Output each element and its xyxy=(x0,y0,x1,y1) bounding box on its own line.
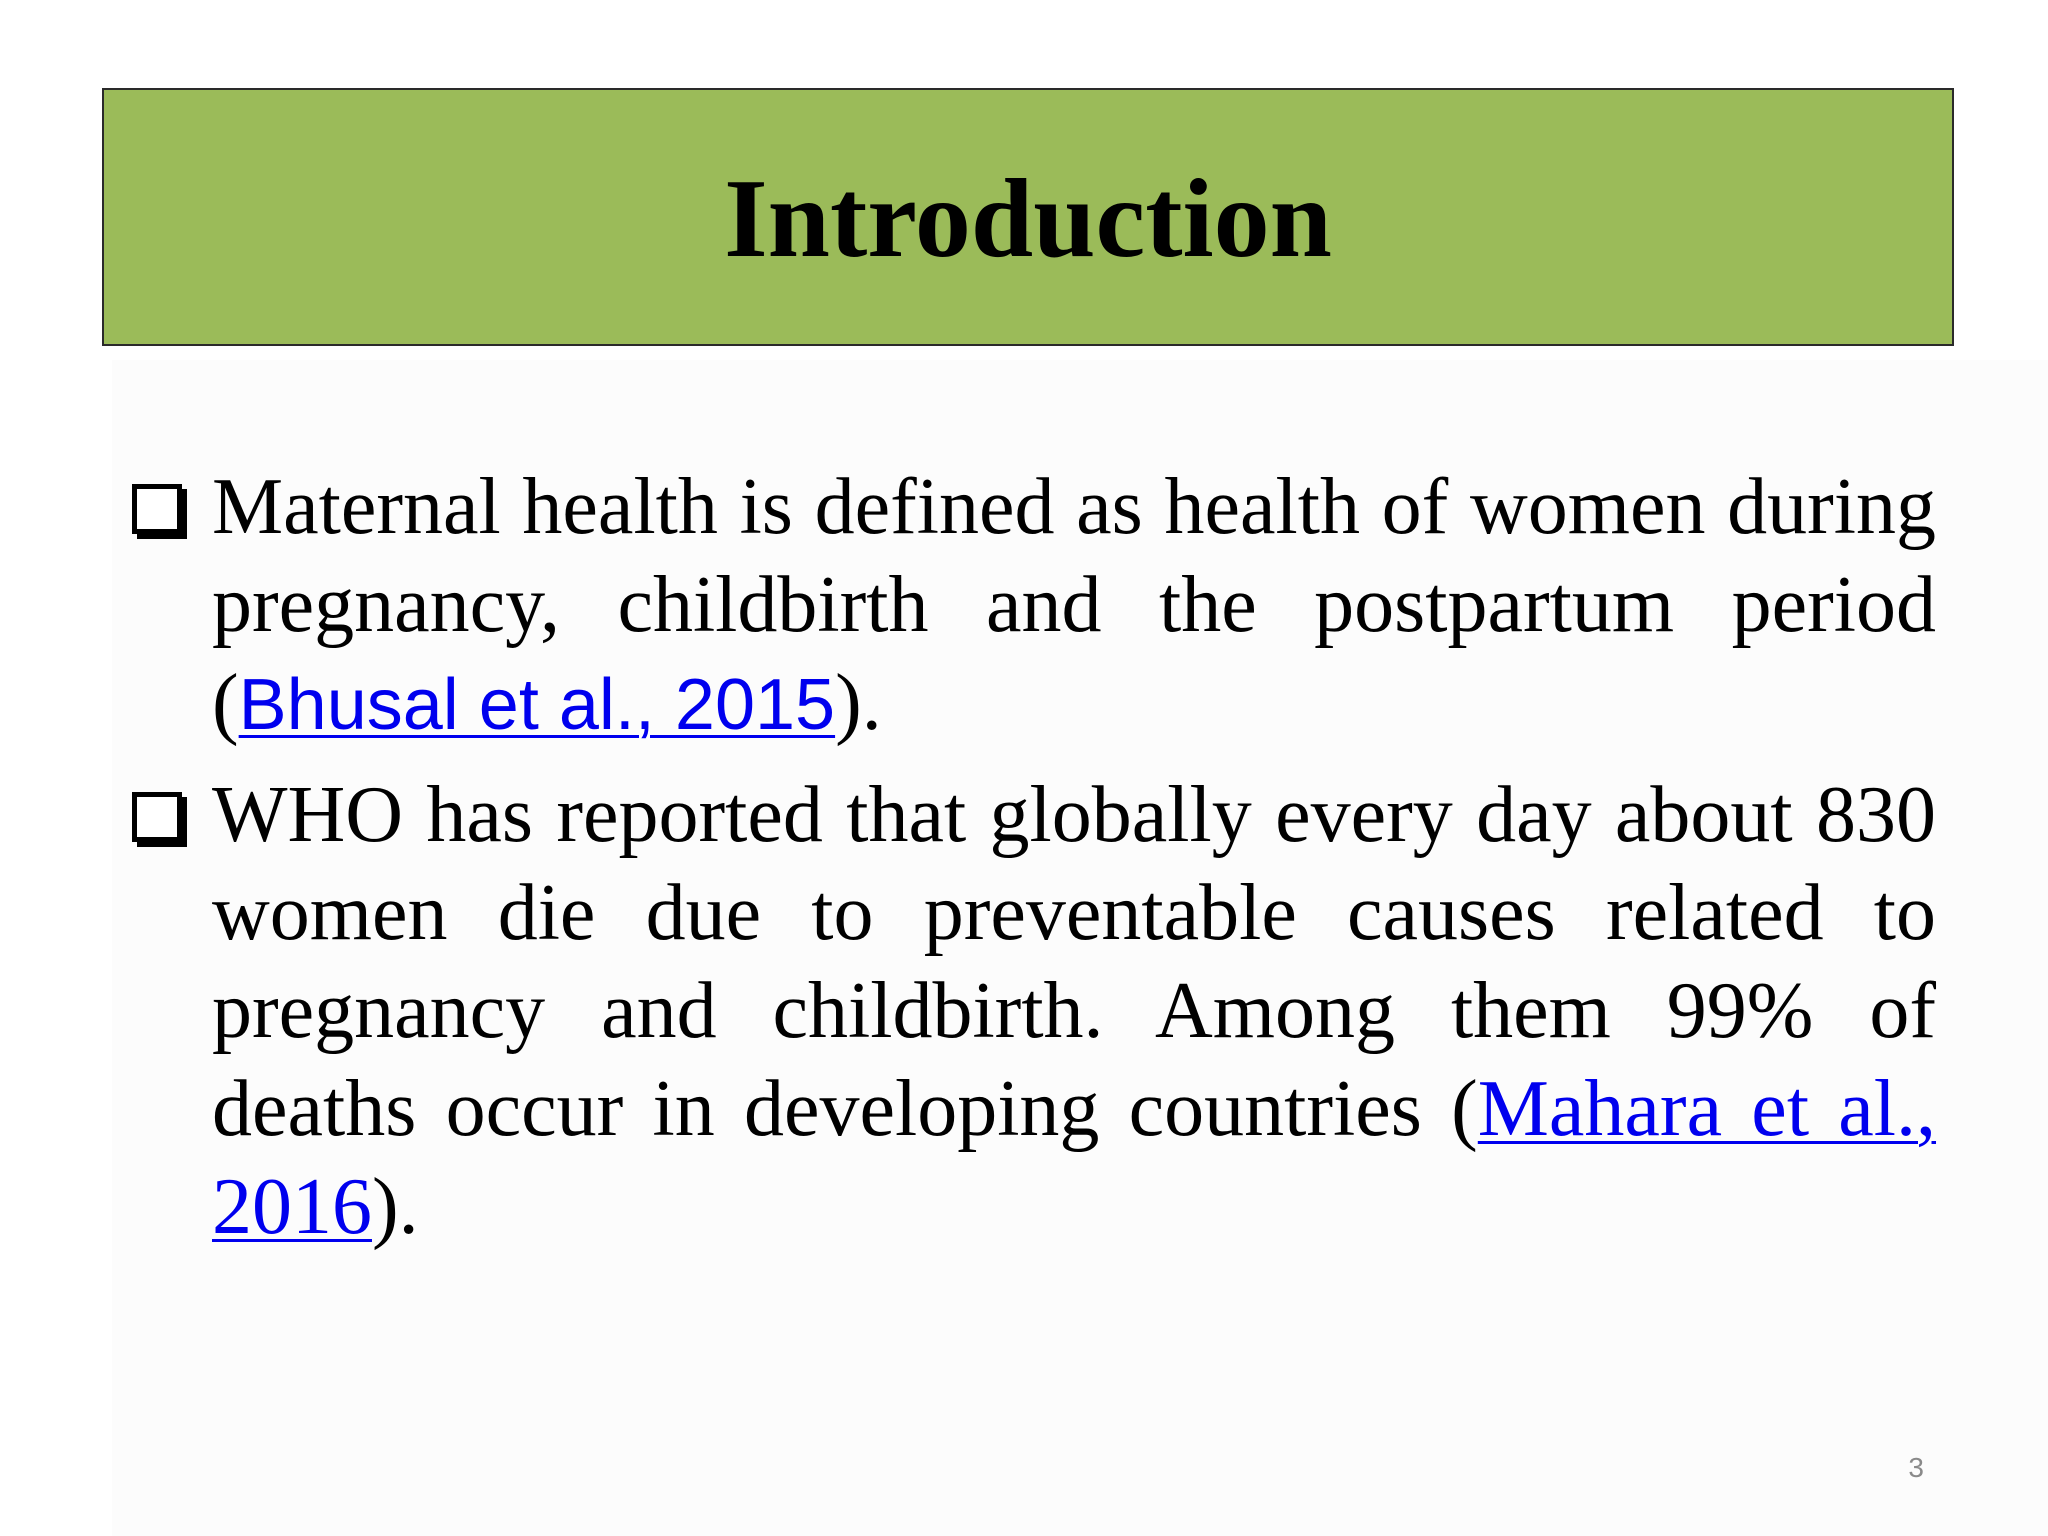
bullet-item xyxy=(128,458,1936,754)
bullet-item xyxy=(128,766,1936,1256)
page-number: 3 xyxy=(1908,1452,1924,1483)
checkbox-square-icon xyxy=(132,484,182,534)
slide-title: Introduction xyxy=(724,157,1332,281)
bullet-text-end: ). xyxy=(372,1163,419,1251)
bullet-list xyxy=(128,458,1936,1268)
bullet-text-end: ). xyxy=(835,659,882,747)
citation-link-bhusal[interactable]: Bhusal et al., 2015 xyxy=(238,665,836,745)
checkbox-square-icon xyxy=(132,792,182,842)
bullet-text: Maternal health is defined as health of women during pregnancy, childbirth and the postpartum period ( xyxy=(212,463,1936,747)
bullet-text: WHO has reported that globally every day about 830 women die due to preventable causes related to pregnancy and childbirth. Among them 99% of deaths occur in developing countries ( xyxy=(212,771,1936,1153)
title-banner xyxy=(102,88,1954,346)
citation-link-mahara[interactable]: Mahara et al., 2016 xyxy=(212,1065,1937,1251)
